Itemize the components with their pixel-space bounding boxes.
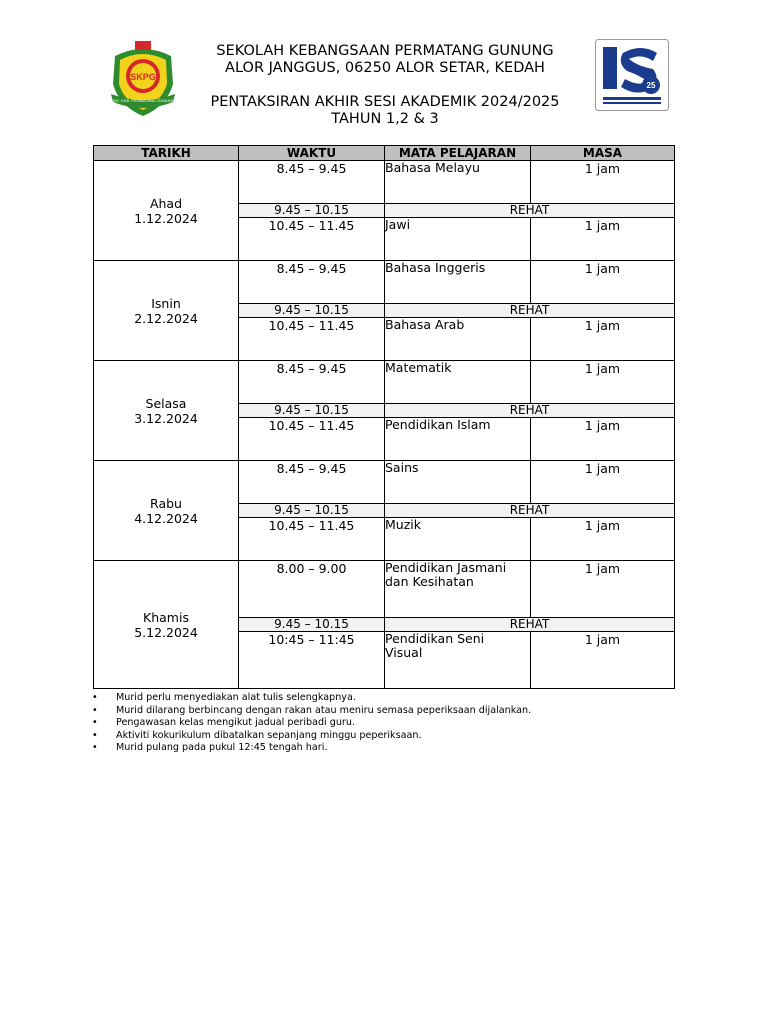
date-cell — [94, 361, 239, 461]
break-label: REHAT — [385, 618, 675, 632]
subject-cell: Sains — [385, 461, 531, 504]
day-name: Khamis — [143, 609, 189, 625]
subject-cell: Pendidikan Islam — [385, 418, 531, 461]
day-name: Ahad — [149, 195, 183, 211]
break-label: REHAT — [385, 504, 675, 518]
duration-cell: 1 jam — [531, 261, 675, 304]
year-levels: TAHUN 1,2 & 3 — [331, 111, 439, 127]
subject-cell: Jawi — [385, 218, 531, 261]
table-header-row — [94, 146, 675, 161]
time-cell: 10.45 – 11.45 — [239, 218, 385, 261]
duration-cell: 1 jam — [531, 218, 675, 261]
table-row — [94, 261, 675, 304]
header-subject: MATA PELAJARAN — [385, 146, 531, 161]
note-text: Aktiviti kokurikulum dibatalkan sepanjang minggu peperiksaan. — [116, 729, 422, 741]
list-item — [92, 742, 531, 755]
subject-cell: Bahasa Arab — [385, 318, 531, 361]
note-text: Murid perlu menyediakan alat tulis selengkapnya. — [116, 692, 356, 703]
time-cell: 10.45 – 11.45 — [239, 418, 385, 461]
subject-line: Pendidikan Seni — [385, 631, 485, 646]
table-row — [94, 361, 675, 404]
break-label: REHAT — [385, 304, 675, 318]
break-label: REHAT — [385, 204, 675, 218]
date-value: 2.12.2024 — [134, 310, 198, 326]
bullet-icon: • — [92, 729, 98, 741]
date-cell — [94, 161, 239, 261]
subject-line: dan Kesihatan — [385, 574, 474, 589]
duration-cell: 1 jam — [531, 518, 675, 561]
time-cell: 8.45 – 9.45 — [239, 261, 385, 304]
header-time: WAKTU — [239, 146, 385, 161]
list-item — [92, 717, 531, 730]
svg-text:SKPG: SKPG — [130, 72, 156, 82]
assessment-title: PENTAKSIRAN AKHIR SESI AKADEMIK 2024/2025 — [210, 94, 560, 110]
table-row — [94, 161, 675, 204]
bullet-icon: • — [92, 742, 98, 753]
duration-cell: 1 jam — [531, 361, 675, 404]
date-value: 5.12.2024 — [134, 624, 198, 640]
subject-cell — [385, 561, 531, 618]
break-time: 9.45 – 10.15 — [239, 404, 385, 418]
header-date: TARIKH — [94, 146, 239, 161]
note-text: Pengawasan kelas mengikut jadual peribadi guru. — [116, 717, 355, 728]
notes-list — [92, 692, 531, 755]
subject-cell: Bahasa Melayu — [385, 161, 531, 204]
duration-cell: 1 jam — [531, 418, 675, 461]
subject-cell — [385, 632, 531, 689]
day-name: Selasa — [145, 395, 187, 411]
duration-cell: 1 jam — [531, 161, 675, 204]
date-value: 1.12.2024 — [134, 210, 198, 226]
list-item — [92, 730, 531, 743]
time-cell: 8.00 – 9.00 — [239, 561, 385, 618]
school-address: ALOR JANGGUS, 06250 ALOR SETAR, KEDAH — [225, 60, 545, 76]
subject-line: Visual — [385, 645, 423, 660]
time-cell: 8.45 – 9.45 — [239, 461, 385, 504]
break-time: 9.45 – 10.15 — [239, 504, 385, 518]
header-duration: MASA — [531, 146, 675, 161]
school-name: SEKOLAH KEBANGSAAN PERMATANG GUNUNG — [216, 43, 554, 59]
note-text: Murid pulang pada pukul 12:45 tengah hari. — [116, 742, 328, 753]
duration-cell: 1 jam — [531, 318, 675, 361]
subject-cell: Muzik — [385, 518, 531, 561]
date-cell — [94, 261, 239, 361]
bullet-icon: • — [92, 704, 98, 716]
date-cell — [94, 561, 239, 689]
day-name: Rabu — [150, 495, 182, 511]
duration-cell: 1 jam — [531, 561, 675, 618]
time-cell: 10.45 – 11.45 — [239, 518, 385, 561]
subject-line: Pendidikan Jasmani — [385, 560, 507, 575]
document-header — [0, 0, 768, 140]
note-text: Murid dilarang berbincang dengan rakan atau meniru semasa peperiksaan dijalankan. — [116, 704, 532, 716]
duration-cell: 1 jam — [531, 632, 675, 689]
time-cell: 10:45 – 11:45 — [239, 632, 385, 689]
break-time: 9.45 – 10.15 — [239, 204, 385, 218]
time-cell: 10.45 – 11.45 — [239, 318, 385, 361]
svg-text:25: 25 — [646, 81, 656, 90]
day-name: Isnin — [151, 295, 181, 311]
break-time: 9.45 – 10.15 — [239, 304, 385, 318]
list-item — [92, 705, 531, 718]
bullet-icon: • — [92, 717, 98, 728]
table-row — [94, 461, 675, 504]
list-item — [92, 692, 531, 705]
subject-cell: Bahasa Inggeris — [385, 261, 531, 304]
date-cell — [94, 461, 239, 561]
time-cell: 8.45 – 9.45 — [239, 161, 385, 204]
break-label: REHAT — [385, 404, 675, 418]
date-value: 3.12.2024 — [134, 410, 198, 426]
duration-cell: 1 jam — [531, 461, 675, 504]
break-time: 9.45 – 10.15 — [239, 618, 385, 632]
date-value: 4.12.2024 — [134, 510, 198, 526]
table-row — [94, 561, 675, 618]
school-crest-logo — [107, 38, 179, 118]
event-logo — [595, 39, 669, 111]
bullet-icon: • — [92, 692, 98, 703]
exam-schedule-table — [93, 145, 675, 689]
time-cell: 8.45 – 9.45 — [239, 361, 385, 404]
subject-cell: Matematik — [385, 361, 531, 404]
svg-text:SEK. KEB. PERMATANG GUNUNG: SEK. KEB. PERMATANG GUNUNG — [110, 98, 176, 103]
